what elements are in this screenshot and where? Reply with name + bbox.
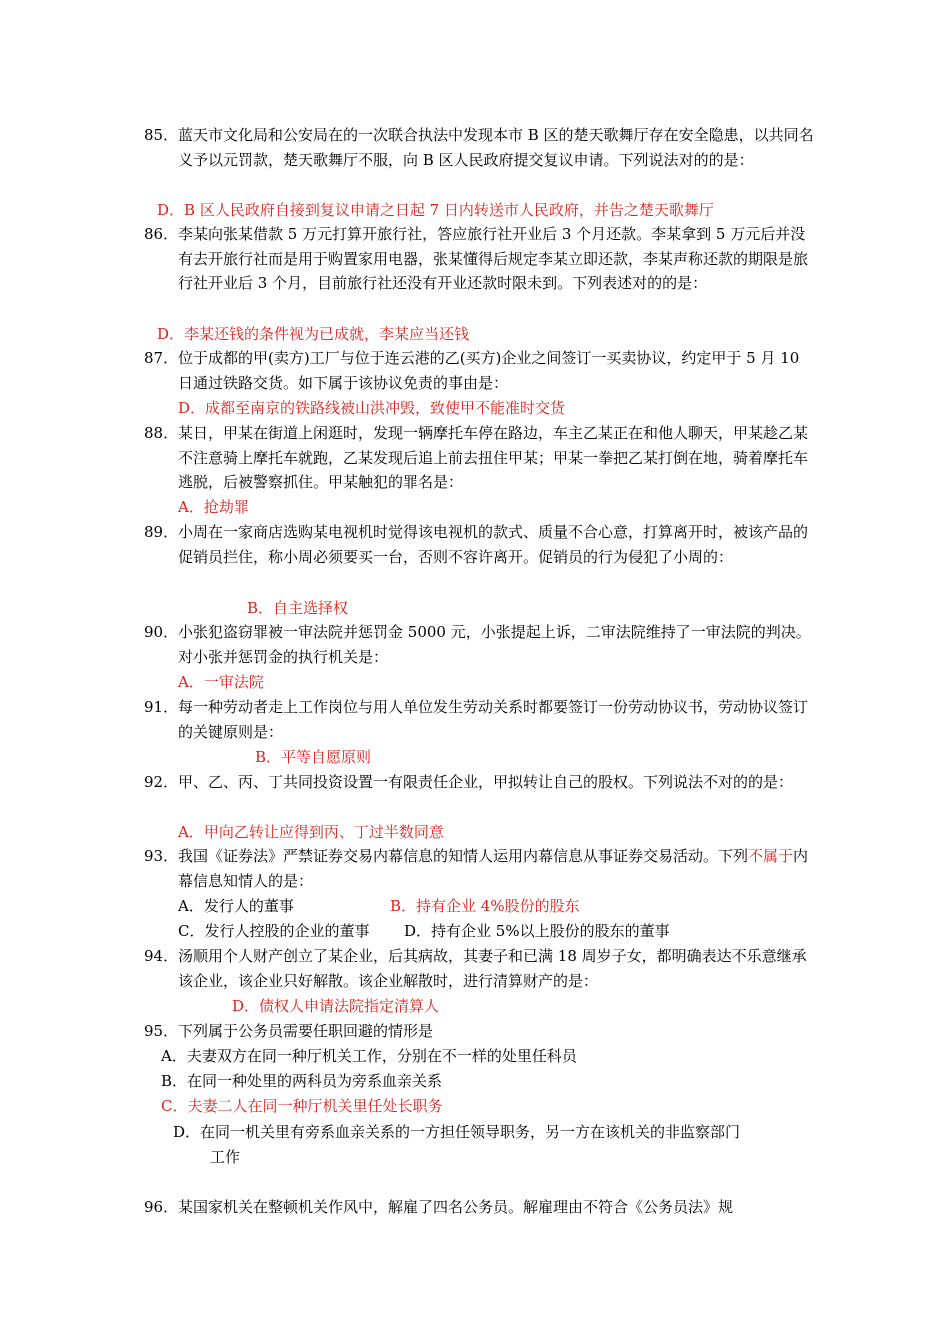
option-93-d: D．持有企业 5%以上股份的股东的董事 (404, 922, 670, 940)
question-highlight: 不属于 (748, 847, 794, 865)
question-text: 小周在一家商店选购某电视机时觉得该电视机的款式、质量不合心意，打算离开时，被该产品的促销员拦住，称小周必须要买一台，否则不容许离开。促销员的行为侵犯了小周的： (178, 523, 809, 566)
answer-95: C．夫妻二人在同一种厅机关里任处长职务 (161, 1097, 443, 1115)
question-text: 某国家机关在整顿机关作风中，解雇了四名公务员。解雇理由不符合《公务员法》规 (178, 1198, 734, 1216)
question-text: 蓝天市文化局和公安局在的一次联合执法中发现本市 B 区的楚天歌舞厅存在安全隐患，以共同名义予以元罚款，楚天歌舞厅不服，向 B 区人民政府提交复议申请。下列说法对的的是： (178, 126, 814, 169)
answer-89: B．自主选择权 (247, 599, 349, 617)
question-87 (144, 346, 819, 395)
question-text: 下列属于公务员需要任职回避的情形是 (178, 1022, 434, 1040)
option-95-b: B．在同一种处里的两科员为旁系血亲关系 (161, 1072, 443, 1090)
question-89 (144, 520, 819, 569)
question-96 (144, 1195, 819, 1220)
question-text: 每一种劳动者走上工作岗位与用人单位发生劳动关系时都要签订一份劳动协议书，劳动协议签订的关键原则是： (178, 698, 809, 741)
option-95-a: A．夫妻双方在同一种厅机关工作，分别在不一样的处里任科员 (161, 1047, 577, 1065)
question-85 (144, 123, 819, 172)
question-number: 85． (144, 126, 179, 144)
question-text-part: 内幕信息知情人的是： (178, 847, 809, 890)
question-number: 93． (144, 847, 179, 865)
option-95-d: D．在同一机关里有旁系血亲关系的一方担任领导职务，另一方在该机关的非监察部门 (173, 1123, 741, 1141)
answer-85: D．B 区人民政府自接到复议申请之日起 7 日内转送市人民政府，并告之楚天歌舞厅 (157, 201, 714, 219)
answer-86: D．李某还钱的条件视为已成就，李某应当还钱 (157, 325, 470, 343)
question-number: 88． (144, 424, 179, 442)
answer-93: B．持有企业 4%股份的股东 (390, 897, 580, 915)
question-93 (144, 844, 819, 893)
question-number: 96． (144, 1198, 179, 1216)
question-88 (144, 421, 819, 495)
answer-91: B．平等自愿原则 (255, 748, 372, 766)
question-number: 92． (144, 773, 179, 791)
question-86 (144, 222, 819, 296)
question-95 (144, 1019, 819, 1044)
question-number: 89． (144, 523, 179, 541)
question-91 (144, 695, 819, 744)
question-text-part: 我国《证券法》严禁证券交易内幕信息的知情人运用内幕信息从事证券交易活动。下列 (178, 847, 749, 865)
option-93-a: A．发行人的董事 (178, 897, 294, 915)
question-number: 87． (144, 349, 179, 367)
question-number: 95． (144, 1022, 179, 1040)
option-93-c: C．发行人控股的企业的董事 (178, 922, 370, 940)
question-number: 90． (144, 623, 179, 641)
answer-87: D．成都至南京的铁路线被山洪冲毁，致使甲不能准时交货 (178, 399, 566, 417)
question-text: 甲、乙、丙、丁共同投资设置一有限责任企业，甲拟转让自己的股权。下列说法不对的的是： (178, 773, 794, 791)
question-number: 91． (144, 698, 179, 716)
question-number: 94． (144, 947, 179, 965)
answer-90: A．一审法院 (178, 673, 264, 691)
question-text: 小张犯盗窃罪被一审法院并惩罚金 5000 元，小张提起上诉，二审法院维持了一审法院的判决。对小张并惩罚金的执行机关是： (178, 623, 811, 666)
question-92 (144, 770, 819, 795)
answer-94: D．债权人申请法院指定清算人 (232, 997, 440, 1015)
question-text: 汤顺用个人财产创立了某企业，后其病故，其妻子和已满 18 周岁子女，都明确表达不乐意继承该企业，该企业只好解散。该企业解散时，进行清算财产的是： (178, 947, 807, 990)
question-94 (144, 944, 819, 993)
answer-88: A．抢劫罪 (178, 498, 249, 516)
question-text: 李某向张某借款 5 万元打算开旅行社，答应旅行社开业后 3 个月还款。李某拿到 5 万元后并没有去开旅行社而是用于购置家用电器，张某懂得后规定李某立即还款，李某声称还款的期限是旅行社开业后 3 个月，目前旅行社还没有开业还款时限未到。下列表述对的的是： (178, 225, 809, 293)
question-text: 某日，甲某在街道上闲逛时，发现一辆摩托车停在路边，车主乙某正在和他人聊天，甲某趁乙某不注意骑上摩托车就跑，乙某发现后追上前去扭住甲某；甲某一拳把乙某打倒在地，骑着摩托车逃脱，后被警察抓住。甲某触犯的罪名是： (178, 424, 809, 492)
option-95-d-cont: 工作 (210, 1148, 241, 1166)
question-90 (144, 620, 819, 669)
question-number: 86． (144, 225, 179, 243)
answer-92: A．甲向乙转让应得到丙、丁过半数同意 (178, 823, 444, 841)
question-text: 位于成都的甲(卖方)工厂与位于连云港的乙(买方)企业之间签订一买卖协议，约定甲于 5 月 10 日通过铁路交货。如下属于该协议免责的事由是： (178, 349, 800, 392)
question-text (178, 844, 819, 893)
